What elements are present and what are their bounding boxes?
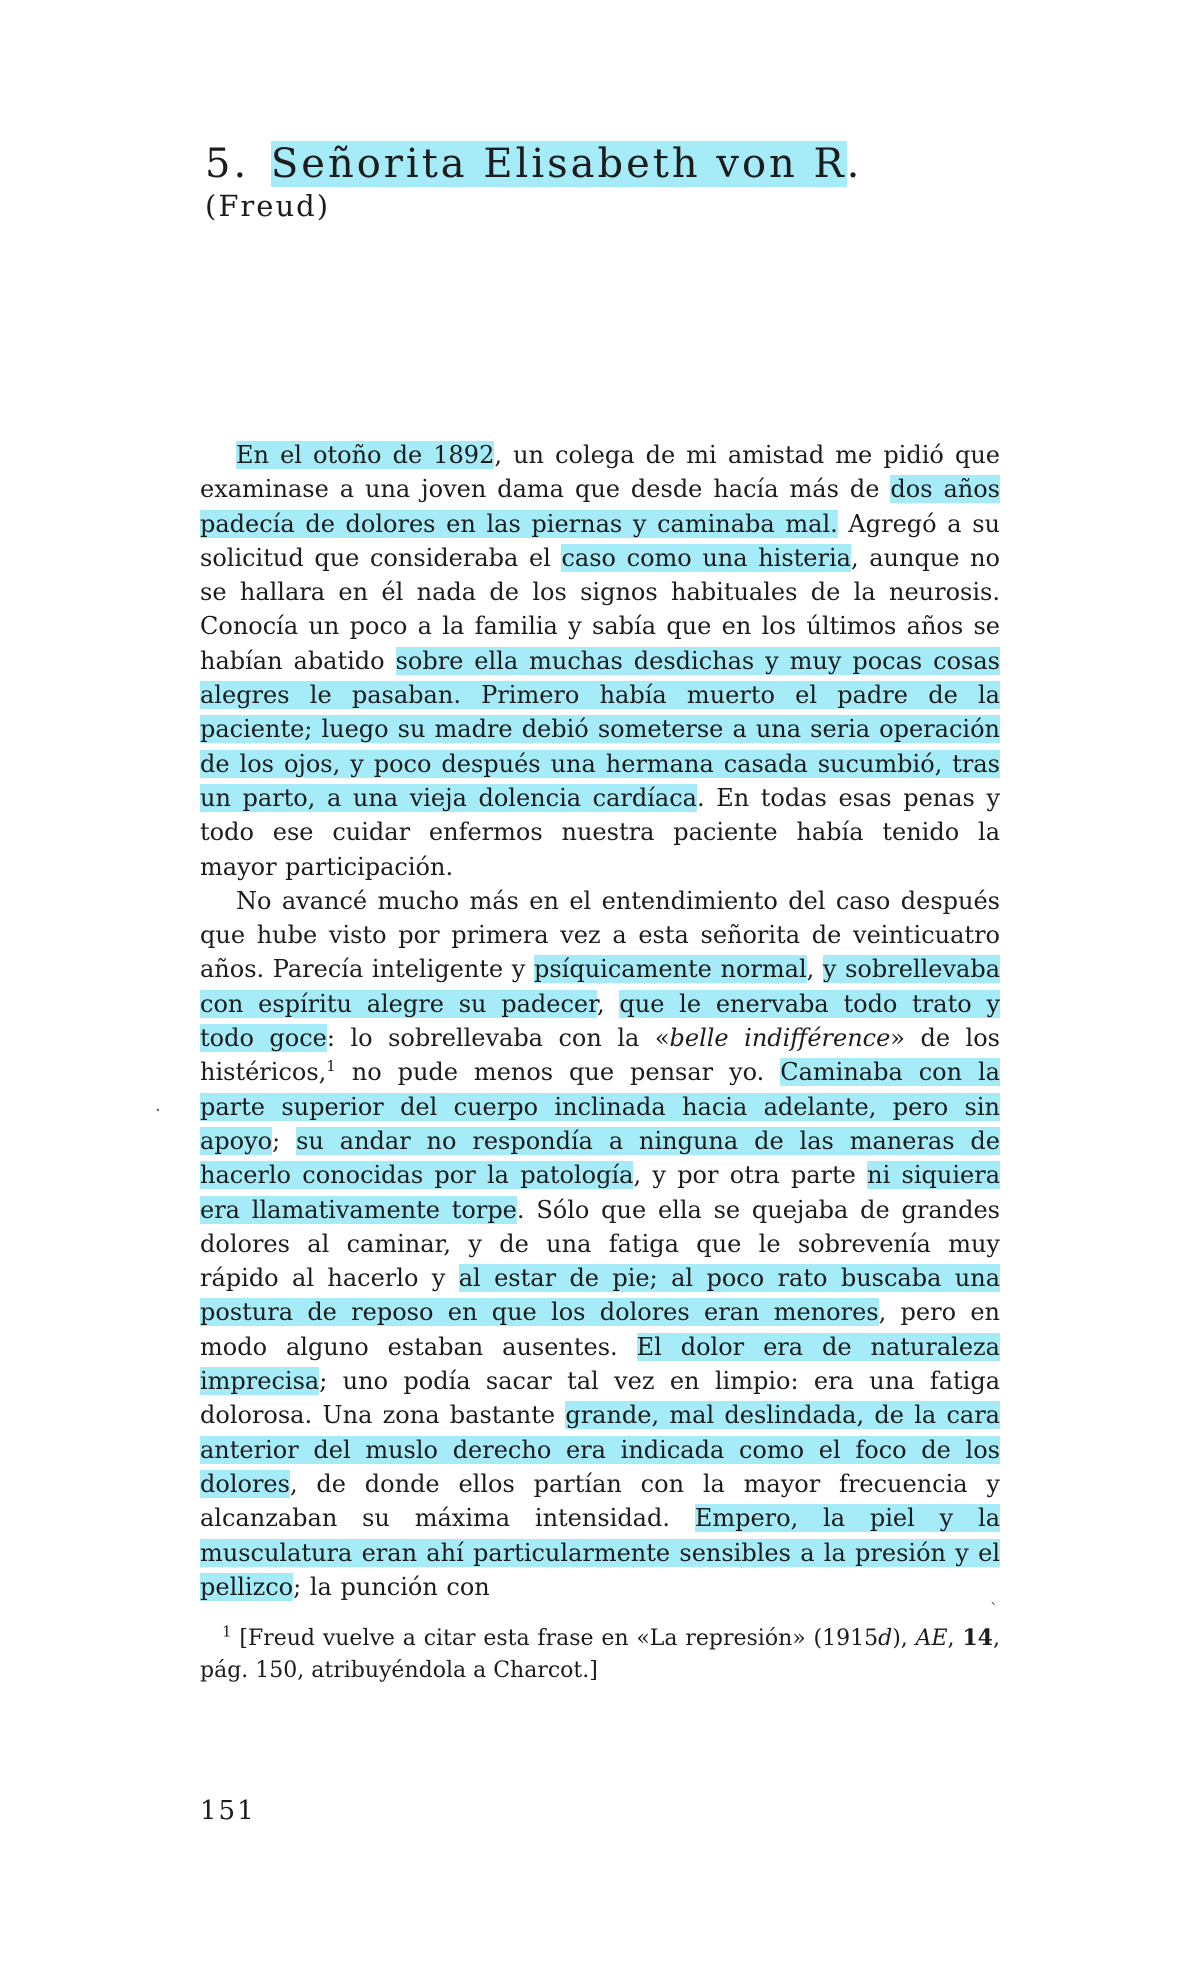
footnote [200,1622,1000,1687]
footnote-reference: 1 [326,1057,336,1076]
text-segment: , [806,955,823,984]
footnote-number: 1 [222,1622,232,1641]
highlighted-text: En el otoño de 1892 [236,441,495,469]
highlighted-text: que le enervaba todo trato y todo goce [200,989,1001,1053]
chapter-title-period: . [846,141,863,187]
text-segment: , y por otra parte [633,1161,868,1190]
paragraph-2-segments-c [200,1058,1000,1600]
footnote-text-mid: ), [892,1626,916,1651]
text-segment: ; uno podía sacar tal vez en limpio: era una fatiga dolorosa. Una zona bastante [200,1367,1000,1430]
corner-mark: ` [990,1600,998,1619]
chapter-number: 5. [205,141,250,187]
paragraph-2 [200,884,1000,1604]
paragraph-1 [200,438,1000,884]
highlighted-text: Empero, la piel y la musculatura eran ahí particularmente sensibles a la presión y el pellizco [200,1504,1001,1601]
footnote-year-letter: d [878,1626,893,1651]
text-segment: . En todas esas penas y todo ese cuidar enfermos nuestra paciente había tenido la mayor participación. [200,783,1001,881]
text-segment: : lo sobrellevaba con la « [326,1024,670,1053]
highlighted-text: caso como una histeria [561,543,851,572]
highlighted-text: sobre ella muchas desdichas y muy pocas cosas alegres le pasaban. Primero había muerto el padre de la paciente; luego su madre debió someterse a una seria operación de los ojos, y poco después una hermana casada sucumbió, tras un parto, a una vieja dolencia cardíaca [200,646,1000,812]
chapter-author: (Freud) [205,189,331,223]
page-number: 151 [200,1796,256,1826]
footnote-text-end: , pág. 150, atribuyéndola a Charcot.] [200,1626,1000,1683]
highlighted-text: Caminaba con la parte superior del cuerpo inclinada hacia adelante, pero sin apoyo [200,1058,1000,1155]
text-segment: No avancé mucho más en el entendimiento del caso después que hube visto por primera vez a esta señorita de veinticuatro años. Parecía inteligente y [200,886,1000,984]
text-segment: , [596,989,620,1018]
footnote-sep: , [947,1626,963,1651]
highlighted-text: ni siquiera era llamativamente torpe [200,1161,1001,1224]
chapter-title [205,138,862,190]
text-segment: , un colega de mi amistad me pidió que examinase a una joven dama que desde hacía más de [200,441,1000,504]
text-segment: ; [272,1126,297,1155]
highlighted-text: su andar no respondía a ninguna de las maneras de hacerlo conocidas por la patología [200,1126,1000,1190]
chapter-title-text: Señorita Elisabeth von R [270,141,847,187]
text-segment: ; la punción con [293,1572,490,1601]
text-segment: , aunque no se hallara en él nada de los signos habituales de la neurosis. Conocía un poco a la familia y sabía que en los últimos años se habían abatido [200,543,1001,675]
text-segment: Agregó a su solicitud que consideraba el [200,509,1000,572]
text-segment: , pero en modo alguno estaban ausentes. [200,1298,1000,1361]
text-segment: . Sólo que ella se quejaba de grandes dolores al caminar, y de una fatiga que le sobrevenía muy rápido al hacerlo y [200,1195,1000,1293]
belle-indifference-phrase: belle indifférence [669,1024,891,1053]
highlighted-text: y sobrellevaba con espíritu alegre su padecer [200,955,1001,1018]
footnote-text [200,1622,1000,1687]
highlighted-text: grande, mal deslindada, de la cara anterior del muslo derecho era indicada como el foco de los dolores [200,1401,1000,1498]
text-segment: , de donde ellos partían con la mayor frecuencia y alcanzaban su máxima intensidad. [200,1469,1000,1533]
highlighted-text: dos años padecía de dolores en las piernas y caminaba mal. [200,475,1000,538]
body-text [200,438,1000,1604]
footnote-text-start: [Freud vuelve a citar esta frase en «La represión» (1915 [239,1626,879,1651]
text-segment: » de los histéricos, [200,1024,1000,1087]
margin-mark: · [155,1100,161,1121]
paragraph-1-segments [200,441,1000,881]
footnote-ae: AE [915,1626,948,1651]
text-segment: no pude menos que pensar yo. [335,1058,781,1087]
highlighted-text: psíquicamente normal [533,955,807,984]
highlighted-text: al estar de pie; al poco rato buscaba una postura de reposo en que los dolores eran menores [200,1264,1000,1327]
footnote-volume: 14 [962,1625,993,1651]
highlighted-text: El dolor era de naturaleza imprecisa [200,1332,1000,1396]
